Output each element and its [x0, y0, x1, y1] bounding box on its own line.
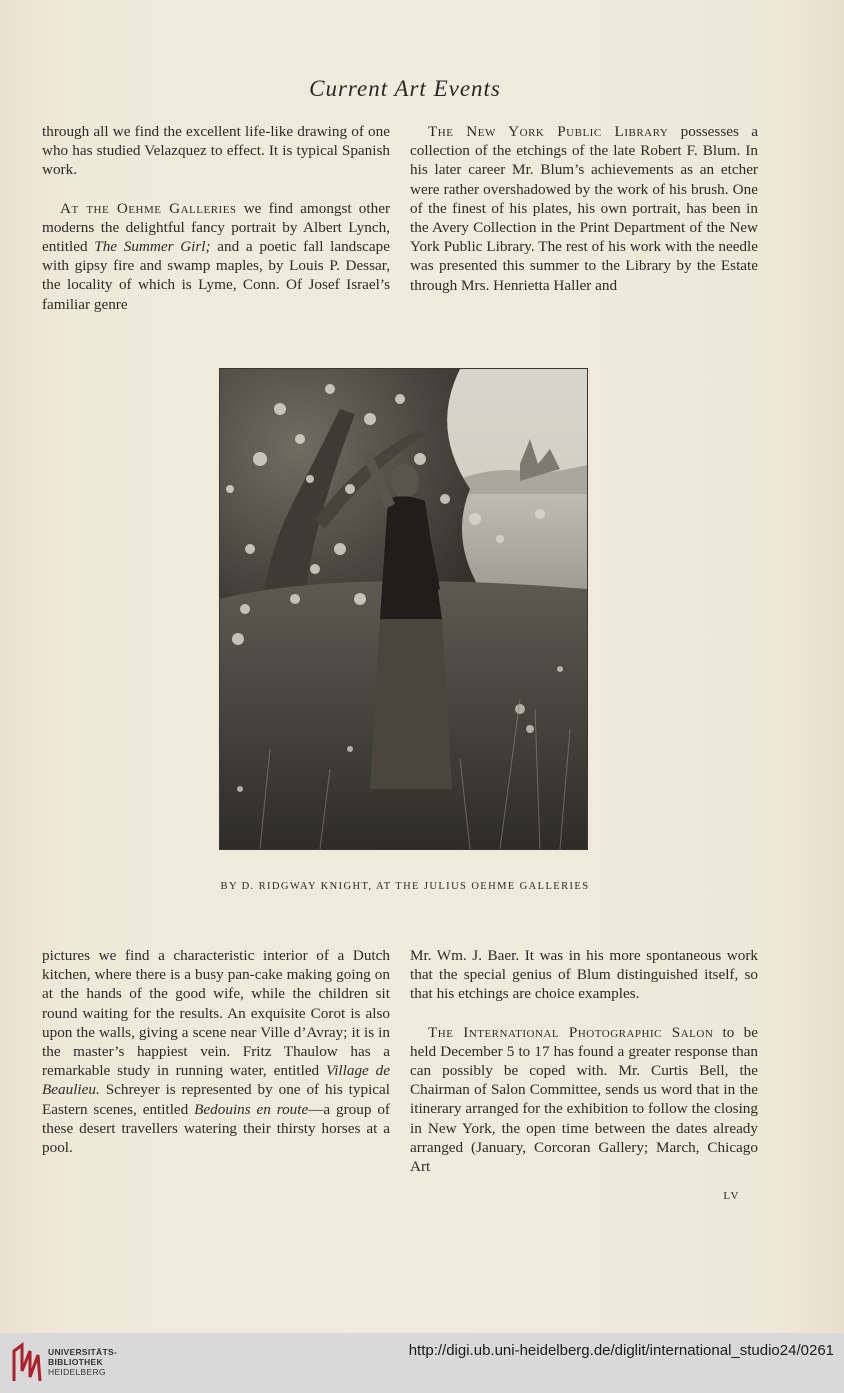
text-oehme-b: and a poetic fall landscape with gipsy fire and swamp maples, by Louis P. Dessar, the locality of which is Lyme, Conn. Of Josef Israel’s familiar genre: [42, 238, 390, 313]
paragraph-baer: Mr. Wm. J. Baer. It was in his more spontaneous work that the special genius of Blum distinguished itself, so that his etchings are choice examples.: [410, 947, 758, 1003]
illustration-plate: [219, 368, 588, 850]
title-village-beaulieu: Village de Beaulieu.: [42, 1062, 391, 1099]
title-bedouins: Bedouins en route: [194, 1100, 309, 1118]
library-name: [48, 1347, 117, 1377]
digitization-footer: [0, 1333, 844, 1393]
painting-girl-blossoms: [220, 369, 587, 849]
lead-public-library: The New York Public Library: [428, 123, 669, 140]
plate-caption: BY D. RIDGWAY KNIGHT, AT THE JULIUS OEHME GALLERIES: [220, 881, 590, 892]
paragraph-oehme-galleries: [42, 199, 390, 314]
library-logo-icon: [10, 1341, 44, 1385]
running-head: Current Art Events: [309, 76, 501, 101]
column-bottom-left: [42, 946, 390, 1157]
text-israel-a: pictures we find a characteristic interior of a Dutch kitchen, where there is a busy pan-cake making going on at the hands of the good wife, while the children sit round waiting for the results. An exquisite Corot is also upon the walls, giving a scene near Ville d’Avray; it is in the master’s happiest vein. Fritz Thaulow has a remarkable study in running water, entitled: [42, 947, 390, 1080]
title-summer-girl: The Summer Girl;: [94, 238, 211, 256]
page-number: LV: [723, 1190, 740, 1202]
lead-oehme-galleries: At the Oehme Galleries: [60, 199, 237, 217]
lead-photographic-salon: The International Photographic Salon: [428, 1023, 714, 1041]
column-top-left: [42, 122, 390, 314]
text-israel-b: Schreyer is represented by one of his typical Eastern scenes, entitled: [42, 1081, 390, 1118]
paragraph-photographic-salon: [410, 1023, 758, 1177]
text-israel-c: —a group of these desert travellers watering their thirsty horses at a pool.: [42, 1100, 390, 1157]
column-bottom-right: [410, 946, 758, 1176]
library-name-line1: UNIVERSITÄTS-: [48, 1347, 118, 1357]
text-oehme-a: we find amongst other moderns the delightful fancy portrait by Albert Lynch, entitled: [42, 199, 390, 256]
text-public-library: possesses a collection of the etchings of the late Robert F. Blum. In his later career Mr. Blum’s achievements as an etcher were rather overshadowed by the work of his brush. One of the finest of his plates, his own portrait, has been in the Avery Collection in the Print Department of the New York Public Library. The rest of his work with the needle was presented this summer to the Library by the Estate through Mrs. Henrietta Haller and: [410, 123, 758, 294]
column-top-right: [410, 122, 758, 295]
text-photographic-salon: to be held December 5 to 17 has found a greater response than can possibly be coped with. Mr. Curtis Bell, the Chairman of Salon Committee, sends us word that in the itinerary arranged for the exhibition to follow the closing in New York, the open time between the dates already arranged (January, Corcoran Gallery; March, Chicago Art: [410, 1023, 758, 1176]
library-name-line2: BIBLIOTHEK: [48, 1357, 103, 1367]
paragraph-velazquez: through all we find the excellent life-like drawing of one who has studied Velazquez to effect. It is typical Spanish work.: [42, 123, 390, 179]
library-name-line3: HEIDELBERG: [48, 1367, 106, 1377]
paragraph-israel-corot: [42, 946, 390, 1157]
paragraph-public-library: [410, 122, 758, 295]
source-url-link[interactable]: http://digi.ub.uni-heidelberg.de/diglit/international_studio24/0261: [408, 1342, 834, 1359]
